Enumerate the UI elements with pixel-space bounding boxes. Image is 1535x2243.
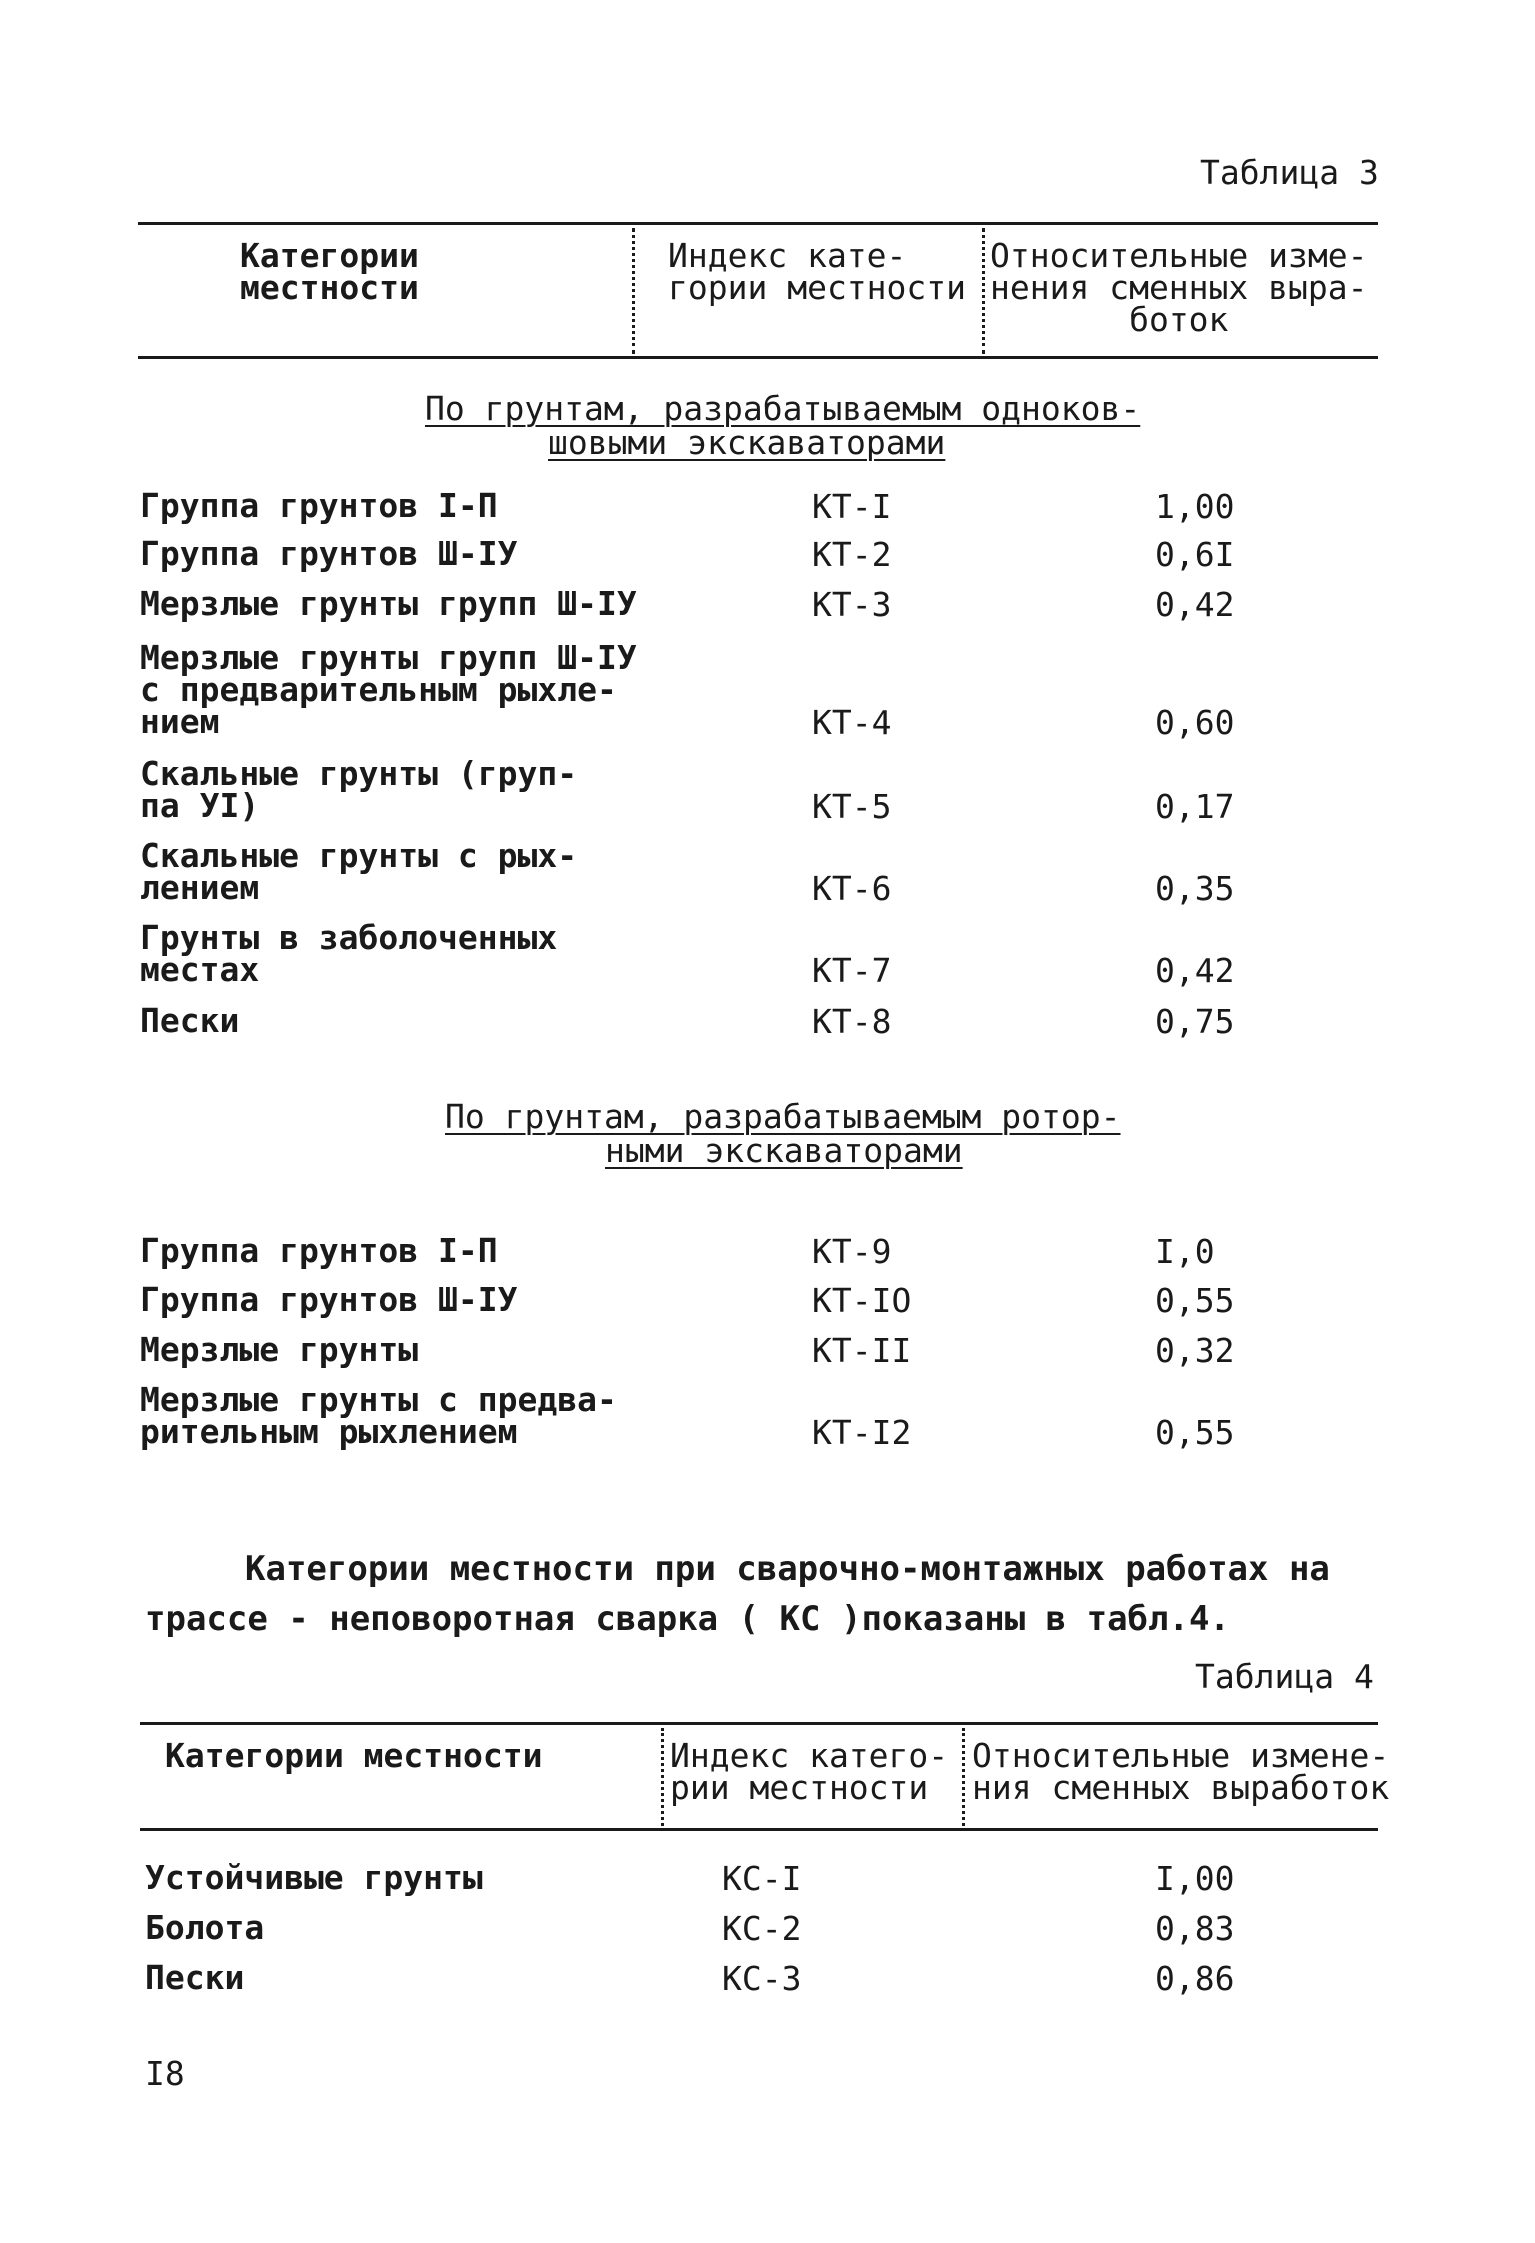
s2-row4-name: Мерзлые грунты с предва- рительным рыхлением	[140, 1380, 617, 1451]
section2-title-line2: ными экскаваторами	[605, 1131, 963, 1170]
table4-header-category: Категории местности	[165, 1736, 543, 1775]
page-number: I8	[145, 2054, 185, 2093]
s2-row4-value: 0,55	[1155, 1413, 1235, 1452]
table3-header-index: Индекс кате- гории местности	[668, 236, 967, 307]
t4-row2-index: КС-2	[722, 1909, 802, 1948]
s1-row3-value: 0,42	[1155, 585, 1235, 624]
s1-row2-index: КТ-2	[812, 535, 892, 574]
s1-row5-name: Скальные грунты (груп- па УI)	[140, 754, 578, 825]
s1-row5-value: 0,17	[1155, 787, 1235, 826]
s1-row3-name: Мерзлые грунты групп Ш-IУ	[140, 584, 637, 623]
t4-row2-name: Болота	[145, 1908, 265, 1947]
s1-row5-index: КТ-5	[812, 787, 892, 826]
s1-row1-name: Группа грунтов I-П	[140, 486, 498, 525]
section1-title-line1: По грунтам, разрабатываемым одноков-	[425, 389, 1141, 428]
table4-header-index: Индекс катего- рии местности	[670, 1736, 949, 1807]
t4-row1-value: I,00	[1155, 1859, 1235, 1898]
s2-row1-value: I,0	[1155, 1232, 1215, 1271]
s2-row2-value: 0,55	[1155, 1281, 1235, 1320]
table3-col-divider-2	[982, 228, 985, 354]
s2-row4-index: КТ-I2	[812, 1413, 912, 1452]
s1-row1-index: КТ-I	[812, 487, 892, 526]
table4-col-divider-1	[661, 1728, 664, 1826]
s2-row2-name: Группа грунтов Ш-IУ	[140, 1280, 518, 1319]
table4-top-rule	[140, 1722, 1378, 1725]
t4-row3-name: Пески	[145, 1958, 245, 1997]
s2-row3-name: Мерзлые грунты	[140, 1330, 419, 1369]
s1-row2-name: Группа грунтов Ш-IУ	[140, 534, 518, 573]
s1-row7-name: Грунты в заболоченных местах	[140, 918, 558, 989]
s1-row8-value: 0,75	[1155, 1002, 1235, 1041]
table4-caption: Таблица 4	[1195, 1657, 1374, 1696]
s1-row7-value: 0,42	[1155, 951, 1235, 990]
s2-row1-name: Группа грунтов I-П	[140, 1231, 498, 1270]
s1-row6-value: 0,35	[1155, 869, 1235, 908]
s1-row3-index: КТ-3	[812, 585, 892, 624]
t4-row2-value: 0,83	[1155, 1909, 1235, 1948]
s1-row4-value: 0,60	[1155, 703, 1235, 742]
s1-row6-index: КТ-6	[812, 869, 892, 908]
paragraph-line2: трассе - неповоротная сварка ( КС )показаны в табл.4.	[145, 1599, 1230, 1639]
section1-title-line2: шовыми экскаваторами	[548, 423, 946, 462]
paragraph-line1: Категории местности при сварочно-монтажных работах на	[245, 1549, 1330, 1589]
table4-header-relative-change: Относительные измене- ния сменных выработок	[972, 1736, 1390, 1807]
table3-caption: Таблица 3	[1200, 153, 1379, 192]
table3-header-relative-change: Относительные изме- нения сменных выра- боток	[990, 236, 1368, 339]
s1-row7-index: КТ-7	[812, 951, 892, 990]
table3-header-category: Категории местности	[240, 236, 419, 307]
s2-row3-index: КТ-II	[812, 1331, 912, 1370]
t4-row3-value: 0,86	[1155, 1959, 1235, 1998]
s1-row4-index: КТ-4	[812, 703, 892, 742]
s1-row2-value: 0,6I	[1155, 535, 1235, 574]
s2-row1-index: КТ-9	[812, 1232, 892, 1271]
s1-row8-index: КТ-8	[812, 1002, 892, 1041]
table4-col-divider-2	[962, 1728, 965, 1826]
table4-header-bottom-rule	[140, 1828, 1378, 1831]
t4-row3-index: КС-3	[722, 1959, 802, 1998]
s1-row4-name: Мерзлые грунты групп Ш-IУ с предварительным рыхле- нием	[140, 638, 637, 741]
s1-row1-value: 1,00	[1155, 487, 1235, 526]
s1-row6-name: Скальные грунты с рых- лением	[140, 836, 578, 907]
t4-row1-index: КС-I	[722, 1859, 802, 1898]
table3-top-rule	[138, 222, 1378, 225]
table3-header-bottom-rule	[138, 356, 1378, 359]
s1-row8-name: Пески	[140, 1001, 240, 1040]
s2-row2-index: КТ-IO	[812, 1281, 912, 1320]
t4-row1-name: Устойчивые грунты	[145, 1858, 483, 1897]
s2-row3-value: 0,32	[1155, 1331, 1235, 1370]
table3-col-divider-1	[632, 228, 635, 354]
section2-title-line1: По грунтам, разрабатываемым ротор-	[445, 1097, 1121, 1136]
